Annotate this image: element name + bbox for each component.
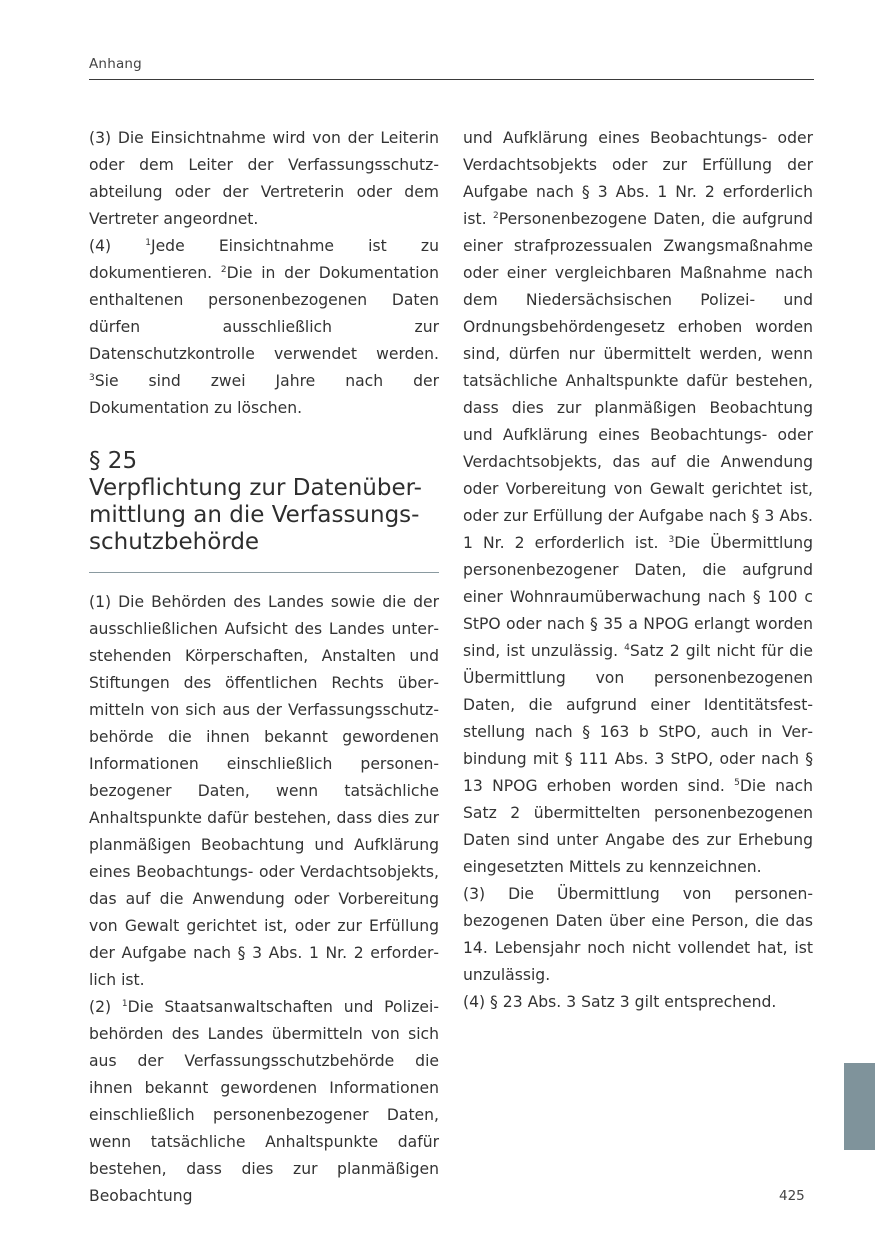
section-title-line: Verpflichtung zur Datenüber- (89, 475, 422, 501)
left-column (89, 125, 439, 1210)
right-column (463, 125, 813, 1016)
section-title-line: schutzbehörde (89, 529, 260, 555)
paragraph-25-1: (1) Die Behörden des Landes sowie die der ausschließlichen Aufsicht des Landes unterstehenden Körperschaften, Anstalten und Stiftungen des öffentlichen Rechts übermitteln von sich aus der Verfassungsschutzbehörde die ihnen bekannt gewordenen Informationen einschließlich personenbezogener Daten, wenn tatsächliche Anhaltspunkte dafür bestehen, dass dies zur planmäßigen Beobachtung und Aufklärung eines Beobachtungs- oder Verdachtsobjekts, das auf die Anwendung oder Vorbereitung von Gewalt gerichtet ist, oder zur Erfüllung der Aufgabe nach § 3 Abs. 1 Nr. 2 erforderlich ist. (89, 593, 439, 989)
chapter-tab-marker (844, 1063, 875, 1150)
section-number: § 25 (89, 448, 138, 474)
paragraph-25-3: (3) Die Übermittlung von personenbezogenen Daten über eine Person, die das 14. Lebensjahr noch nicht vollendet hat, ist unzulässig. (463, 885, 813, 984)
running-head: Anhang (89, 56, 142, 72)
paragraph-25-2-continued: und Aufklärung eines Beobachtungs- oder Verdachtsobjekts oder zur Erfüllung der Aufgabe nach § 3 Abs. 1 Nr. 2 erforderlich ist. $^2$Personenbezogene Daten, die aufgrund einer strafprozessualen Zwangsmaßnahme oder einer vergleichbaren Maßnahme nach dem Niedersächsischen Polizei- und Ordnungsbehördengesetz erhoben worden sind, dürfen nur übermittelt werden, wenn tatsächliche Anhaltspunkte dafür bestehen, dass dies zur planmäßigen Beobachtung und Aufklärung eines Beobachtungs- oder Verdachtsobjekts, das auf die Anwendung oder Vorbereitung von Gewalt gerichtet ist, oder zur Erfüllung der Aufgabe nach § 3 Abs. 1 Nr. 2 erforderlich ist. $^3$Die Übermittlung personenbezogener Daten, die aufgrund einer Wohnraumüberwachung nach § 100 c StPO oder nach § 35 a NPOG erlangt worden sind, ist unzulässig. $^4$Satz 2 gilt nicht für die Übermittlung von personenbezogenen Daten, die aufgrund einer Identitätsfeststellung nach § 163 b StPO, auch in Verbindung mit § 111 Abs. 3 StPO, oder nach § 13 NPOG erhoben worden sind. $^5$Die nach Satz 2 übermittelten personenbezogenen Daten sind unter Angabe des zur Erhebung eingesetzten Mittels zu kennzeichnen. (463, 129, 813, 876)
section-rule (89, 572, 439, 573)
paragraph-25-2: (2) $^1$Die Staatsanwaltschaften und Polizeibehörden des Landes übermitteln von sich aus der Verfassungsschutzbehörde die ihnen bekannt gewordenen Informationen einschließlich personenbezogener Daten, wenn tatsächliche Anhaltspunkte dafür bestehen, dass dies zur planmäßigen Beobachtung (89, 998, 439, 1205)
paragraph-25-4: (4) § 23 Abs. 3 Satz 3 gilt entsprechend. (463, 993, 777, 1011)
header-rule (89, 79, 814, 80)
paragraph-24-3: (3) Die Einsichtnahme wird von der Leiterin oder dem Leiter der Verfassungsschutzabteilung oder der Vertreterin oder dem Vertreter angeordnet. (89, 129, 439, 228)
section-title-line: mittlung an die Verfassungs- (89, 502, 420, 528)
page-number: 425 (779, 1188, 805, 1204)
paragraph-24-4: (4) $^1$Jede Einsichtnahme ist zu dokumentieren. $^2$Die in der Dokumentation enthaltenen personenbezogenen Daten dürfen ausschließlich zur Datenschutzkontrolle verwendet werden. $^3$Sie sind zwei Jahre nach der Dokumentation zu löschen. (89, 237, 439, 417)
section-heading (89, 448, 439, 556)
